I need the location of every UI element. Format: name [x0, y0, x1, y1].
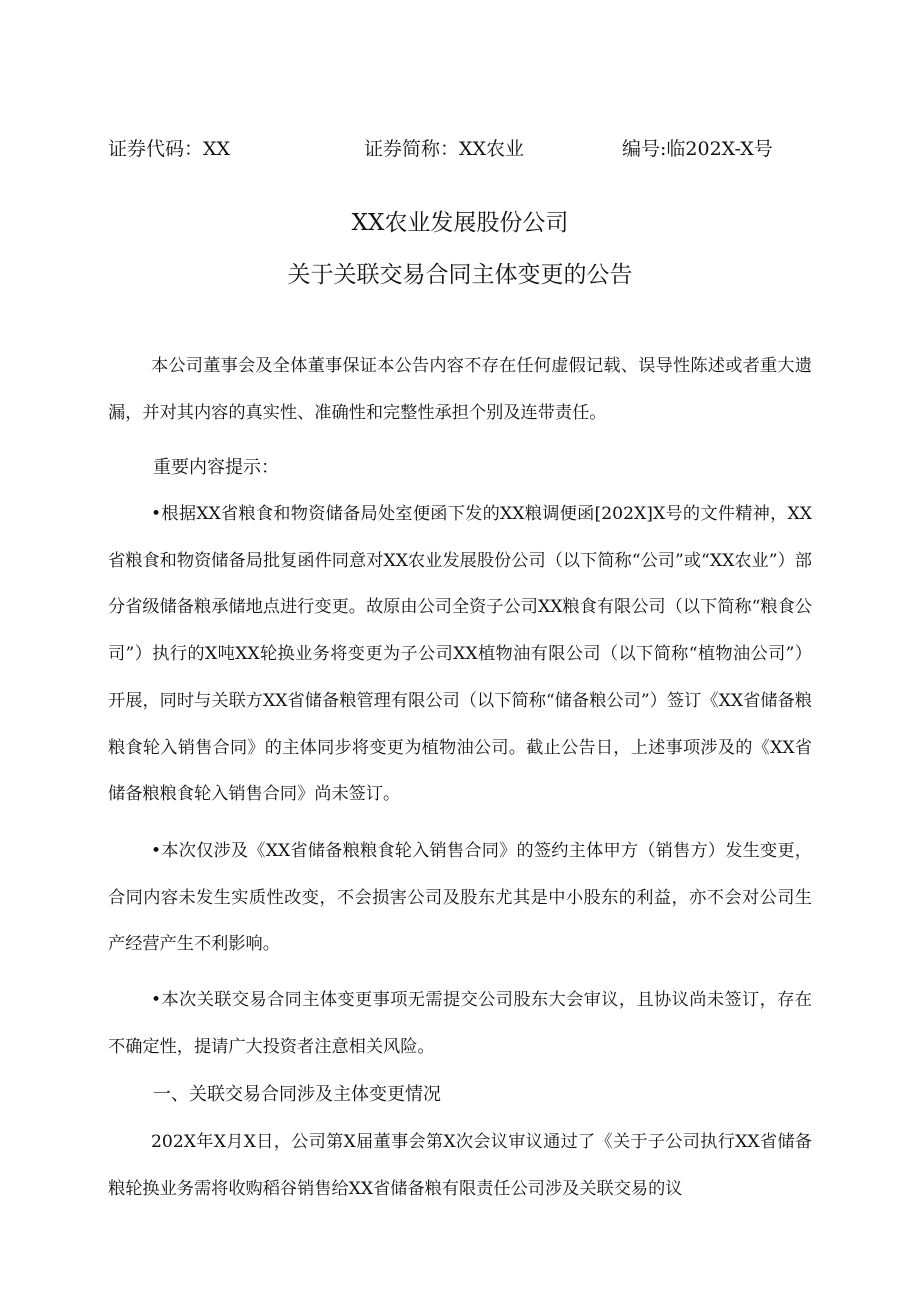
- tips-heading: 重要内容提示：: [153, 457, 279, 478]
- section-1-heading: 一、关联交易合同涉及主体变更情况: [153, 1084, 441, 1105]
- section-1-paragraph: 202X年X月X日，公司第X届董事会第X次会议审议通过了《关于子公司执行XX省储备粮轮换业务需将收购稻谷销售给XX省储备粮有限责任公司涉及关联交易的议: [108, 1132, 812, 1199]
- tip-bullet-3: •本次关联交易合同主体变更事项无需提交公司股东大会审议，且协议尚未签订，存在不确定性，提请广大投资者注意相关风险。: [108, 990, 812, 1057]
- board-statement: 本公司董事会及全体董事保证本公告内容不存在任何虚假记载、误导性陈述或者重大遗漏，并对其内容的真实性、准确性和完整性承担个别及连带责任。: [108, 356, 812, 423]
- company-title: XX农业发展股份公司: [351, 210, 569, 236]
- announcement-title: 关于关联交易合同主体变更的公告: [287, 262, 633, 288]
- notice-number: 编号:临202X-X号: [622, 138, 773, 160]
- security-code: 证券代码：XX: [108, 138, 231, 160]
- header-row: [108, 134, 808, 164]
- security-abbreviation: 证券简称：XX农业: [364, 138, 525, 160]
- tip-bullet-2: •本次仅涉及《XX省储备粮粮食轮入销售合同》的签约主体甲方（销售方）发生变更，合同内容未发生实质性改变，不会损害公司及股东尤其是中小股东的利益，亦不会对公司生产经营产生不利影响。: [108, 841, 812, 955]
- tip-bullet-1: •根据XX省粮食和物资储备局处室便函下发的XX粮调便函[202X]X号的文件精神，XX省粮食和物资储备局批复函件同意对XX农业发展股份公司（以下简称“公司”或“XX农业”）部分省级储备粮承储地点进行变更。故原由公司全资子公司XX粮食有限公司（以下简称“粮食公司”）执行的X吨XX轮换业务将变更为子公司XX植物油有限公司（以下简称“植物油公司”）开展，同时与关联方XX省储备粮管理有限公司（以下简称“储备粮公司”）签订《XX省储备粮粮食轮入销售合同》的主体同步将变更为植物油公司。截止公告日，上述事项涉及的《XX省储备粮粮食轮入销售合同》尚未签订。: [108, 504, 812, 805]
